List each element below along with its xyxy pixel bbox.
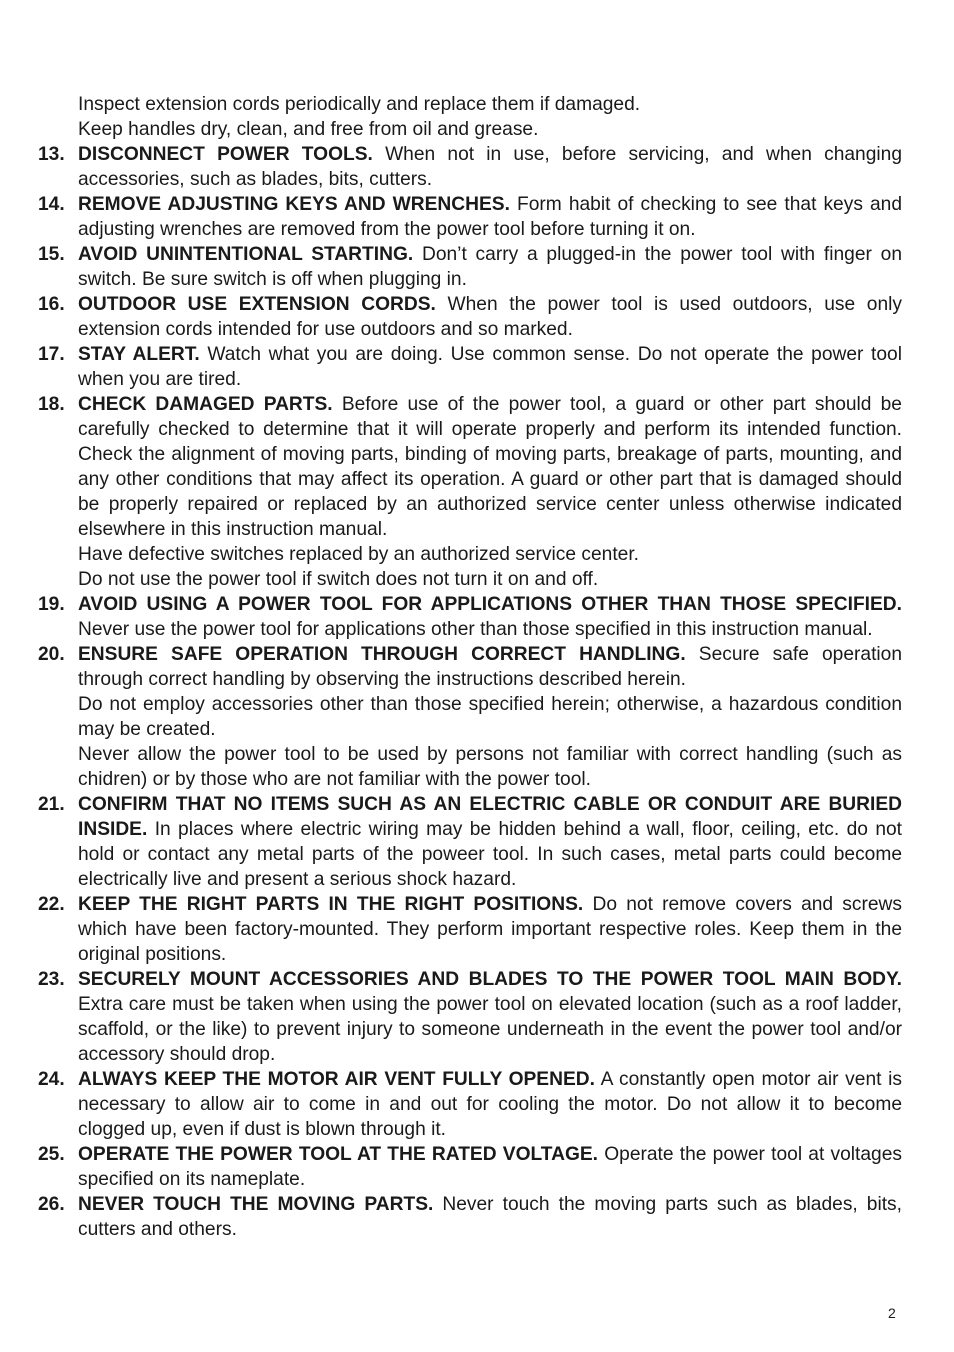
rule-paragraph	[78, 742, 902, 792]
rule-paragraph	[38, 192, 902, 242]
rule-heading: OPERATE THE POWER TOOL AT THE RATED VOLTAGE.	[78, 1144, 599, 1165]
rule-text: When the power tool is used outdoors, use only extension cords intended for use outdoors and so marked.	[78, 294, 903, 340]
rule-number: 15.	[38, 244, 65, 265]
safety-rule-item	[0, 592, 954, 642]
rule-heading: OUTDOOR USE EXTENSION CORDS.	[78, 294, 436, 315]
rule-paragraph	[38, 142, 902, 192]
rule-number: 24.	[38, 1069, 65, 1090]
rule-paragraph	[38, 1192, 902, 1242]
rule-text: Don’t carry a plugged-in the power tool with finger on switch. Be sure switch is off when plugging in.	[78, 244, 902, 290]
rule-heading: ALWAYS KEEP THE MOTOR AIR VENT FULLY OPENED.	[78, 1069, 595, 1090]
rule-text: Do not use the power tool if switch does not turn it on and off.	[78, 569, 599, 590]
rule-number: 13.	[38, 144, 65, 165]
safety-rule-item	[0, 242, 954, 292]
rule-paragraph	[38, 967, 902, 1067]
rule-text: When not in use, before servicing, and when changing accessories, such as blades, bits, cutters.	[78, 144, 902, 190]
safety-rule-item	[0, 342, 954, 392]
safety-rule-item	[0, 142, 954, 192]
safety-rule-item	[0, 292, 954, 342]
rule-text: Secure safe operation through correct handling by observing the instructions described herein.	[78, 644, 903, 690]
rule-text: Watch what you are doing. Use common sense. Do not operate the power tool when you are tired.	[78, 344, 902, 390]
rule-number: 20.	[38, 644, 65, 665]
rule-heading: REMOVE ADJUSTING KEYS AND WRENCHES.	[78, 194, 510, 215]
rule-heading: CONFIRM THAT NO ITEMS SUCH AS AN ELECTRIC CABLE OR CONDUIT ARE BURIED INSIDE.	[78, 794, 902, 840]
safety-rule-item	[0, 1192, 954, 1242]
rule-number: 18.	[38, 394, 65, 415]
safety-rule-item	[0, 792, 954, 892]
rule-number: 19.	[38, 594, 65, 615]
rule-number: 17.	[38, 344, 65, 365]
rule-paragraph	[38, 792, 902, 892]
safety-rule-item	[0, 192, 954, 242]
rule-text: Have defective switches replaced by an authorized service center.	[78, 544, 639, 565]
rule-text: Never allow the power tool to be used by persons not familiar with correct handling (such as chidren) or by those who are not familiar with the power tool.	[78, 744, 902, 790]
rule-paragraph	[38, 592, 902, 642]
rule-text: Form habit of checking to see that keys and adjusting wrenches are removed from the power tool before turning it on.	[78, 194, 902, 240]
safety-rule-item	[0, 1067, 954, 1142]
rule-paragraph	[38, 392, 902, 542]
rule-heading: DISCONNECT POWER TOOLS.	[78, 144, 373, 165]
rule-text: Operate the power tool at voltages specified on its nameplate.	[78, 1144, 902, 1190]
intro-text	[78, 92, 902, 142]
rule-heading: STAY ALERT.	[78, 344, 200, 365]
rule-text: Extra care must be taken when using the power tool on elevated location (such as a roof ladder, scaffold, or the like) to prevent injury to someone underneath in the event the power tool and/or accessory should drop.	[78, 994, 902, 1065]
rule-number: 22.	[38, 894, 65, 915]
safety-rule-item	[0, 642, 954, 792]
safety-rule-item	[0, 892, 954, 967]
manual-page	[0, 92, 954, 1242]
rule-paragraph	[38, 292, 903, 342]
rule-heading: AVOID USING A POWER TOOL FOR APPLICATIONS OTHER THAN THOSE SPECIFIED.	[78, 594, 902, 615]
safety-rule-item	[0, 1142, 954, 1192]
rule-text: Never touch the moving parts such as blades, bits, cutters and others.	[78, 1194, 902, 1240]
page-number: 2	[888, 1305, 896, 1321]
rule-heading: CHECK DAMAGED PARTS.	[78, 394, 333, 415]
rule-number: 26.	[38, 1194, 65, 1215]
rule-paragraph	[38, 1142, 902, 1192]
rule-paragraph	[38, 1067, 902, 1142]
rule-number: 21.	[38, 794, 65, 815]
safety-rules-list	[0, 142, 954, 1242]
rule-text: Never use the power tool for applications other than those specified in this instruction manual.	[78, 619, 873, 640]
intro-line: Inspect extension cords periodically and replace them if damaged.	[78, 94, 641, 115]
rule-paragraph	[78, 567, 902, 592]
rule-paragraph	[38, 892, 903, 967]
rule-number: 14.	[38, 194, 65, 215]
rule-heading: ENSURE SAFE OPERATION THROUGH CORRECT HANDLING.	[78, 644, 686, 665]
rule-text: Do not employ accessories other than those specified herein; otherwise, a hazardous condition may be created.	[78, 694, 902, 740]
rule-text: Do not remove covers and screws which have been factory-mounted. They perform important respective roles. Keep them in the original positions.	[78, 894, 903, 965]
rule-number: 25.	[38, 1144, 65, 1165]
rule-paragraph	[38, 342, 902, 392]
rule-paragraph	[38, 642, 903, 692]
rule-heading: AVOID UNINTENTIONAL STARTING.	[78, 244, 414, 265]
safety-rule-item	[0, 392, 954, 592]
rule-paragraph	[38, 242, 902, 292]
rule-number: 23.	[38, 969, 65, 990]
rule-text: In places where electric wiring may be hidden behind a wall, floor, ceiling, etc. do not hold or contact any metal parts of the poweer tool. In such cases, metal parts could become electrically live and present a serious shock hazard.	[78, 819, 902, 890]
rule-paragraph	[78, 542, 902, 567]
rule-text: A constantly open motor air vent is necessary to allow air to come in and out for cooling the motor. Do not allow it to become clogged up, even if dust is blown through it.	[78, 1069, 902, 1140]
intro-line: Keep handles dry, clean, and free from oil and grease.	[78, 119, 539, 140]
rule-heading: KEEP THE RIGHT PARTS IN THE RIGHT POSITIONS.	[78, 894, 584, 915]
rule-text: Before use of the power tool, a guard or other part should be carefully checked to determine that it will operate properly and perform its intended function. Check the alignment of moving parts, binding of moving parts, breakage of parts, mounting, and any other conditions that may affect its operation. A guard or other part that is damaged should be properly repaired or replaced by an authorized service center unless otherwise indicated elsewhere in this instruction manual.	[78, 394, 902, 540]
rule-heading: SECURELY MOUNT ACCESSORIES AND BLADES TO THE POWER TOOL MAIN BODY.	[78, 969, 902, 990]
rule-number: 16.	[38, 294, 65, 315]
rule-heading: NEVER TOUCH THE MOVING PARTS.	[78, 1194, 434, 1215]
safety-rule-item	[0, 967, 954, 1067]
rule-paragraph	[78, 692, 902, 742]
